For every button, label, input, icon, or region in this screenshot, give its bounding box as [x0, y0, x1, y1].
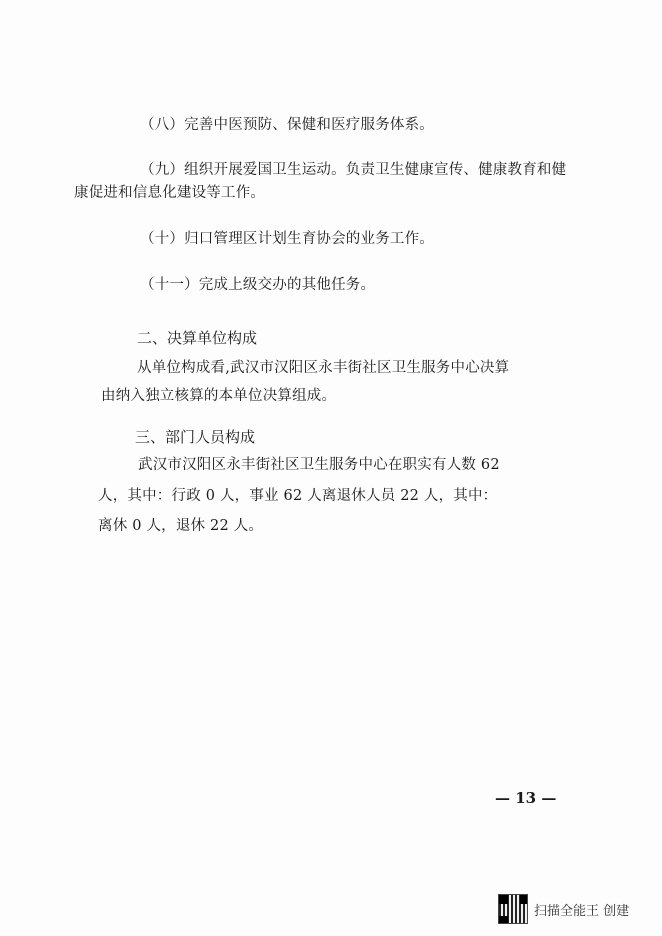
section-3-line-3: 离休 0 人，退休 22 人。 [98, 518, 264, 534]
qr-code-icon [498, 894, 528, 924]
watermark-label: 扫描全能王 创建 [534, 903, 630, 919]
section-heading-staff-composition: 三、部门人员构成 [135, 428, 256, 446]
page-number: — 13 — [495, 789, 557, 807]
paragraph-item-9-line-2: 康促进和信息化建设等工作。 [74, 185, 266, 201]
section-2-line-2: 由纳入独立核算的本单位决算组成。 [101, 388, 337, 404]
paragraph-item-9-line-1: （九）组织开展爱国卫生运动。负责卫生健康宣传、健康教育和健 [140, 162, 567, 178]
paragraph-item-11: （十一）完成上级交办的其他任务。 [140, 277, 376, 293]
section-2-line-1: 从单位构成看,武汉市汉阳区永丰街社区卫生服务中心决算 [137, 360, 510, 376]
section-heading-unit-composition: 二、决算单位构成 [137, 329, 258, 347]
paragraph-item-10: （十）归口管理区计划生育协会的业务工作。 [140, 231, 434, 247]
paragraph-item-8: （八）完善中医预防、保健和医疗服务体系。 [140, 117, 434, 133]
section-3-line-1: 武汉市汉阳区永丰街社区卫生服务中心在职实有人数 62 [138, 457, 500, 473]
section-3-line-2: 人，其中：行政 0 人，事业 62 人离退休人员 22 人，其中： [98, 488, 498, 504]
scanner-watermark [498, 893, 629, 925]
